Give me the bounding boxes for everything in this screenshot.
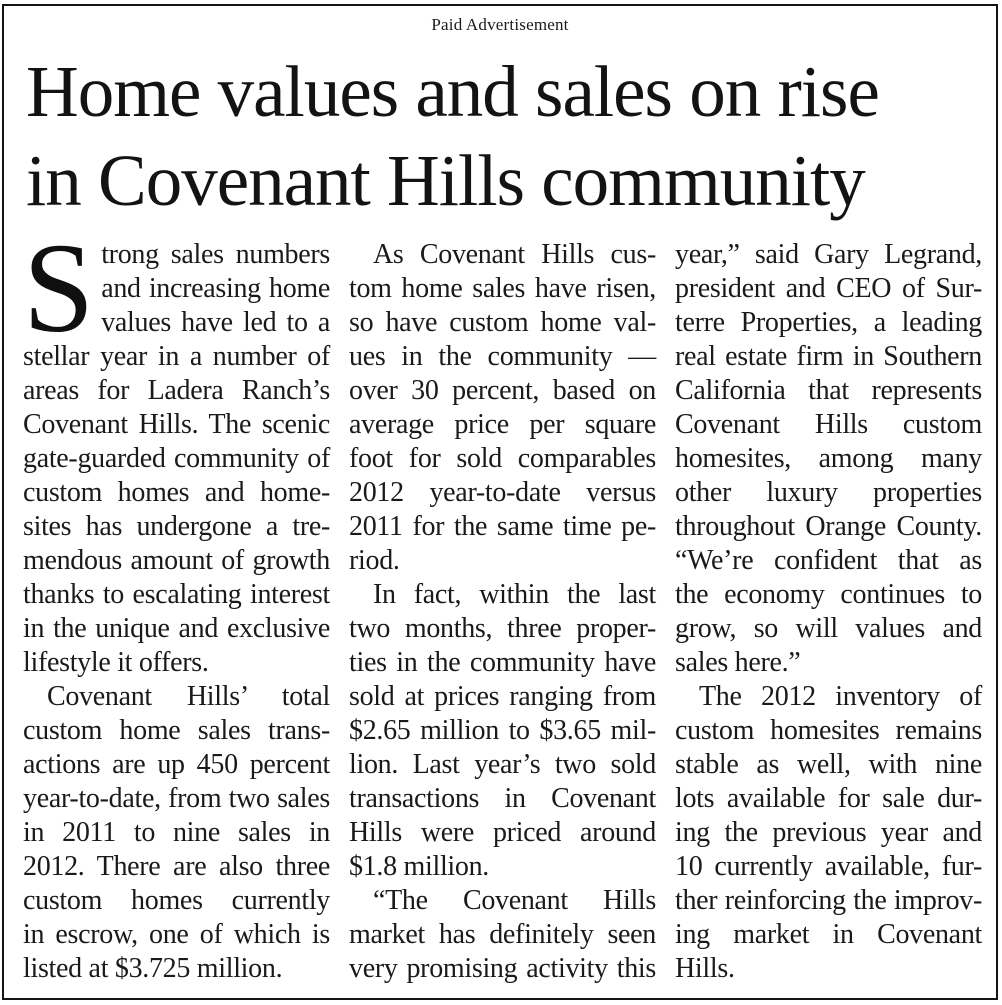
text-line: 10 currently available, fur-	[675, 851, 982, 882]
text-line: In fact, within the last	[373, 579, 656, 610]
text-line: custom homes currently	[23, 885, 330, 916]
text-line: “We’re confident that as	[675, 545, 982, 576]
text-line: Covenant Hills’ total	[47, 681, 330, 712]
text-line: values have led to a	[101, 307, 330, 338]
text-line: The 2012 inventory of	[699, 681, 982, 712]
text-line: 2012. There are also three	[23, 851, 330, 882]
text-line: $1.8 million.	[349, 851, 489, 882]
article-column-1	[23, 217, 330, 986]
text-line: throughout Orange County.	[675, 511, 982, 542]
text-line: year,” said Gary Legrand,	[675, 239, 982, 270]
text-line: custom home sales trans-	[23, 715, 330, 746]
text-line: trong sales numbers	[101, 239, 330, 270]
text-line: lifestyle it offers.	[23, 647, 209, 678]
text-line: over 30 percent, based on	[349, 375, 656, 406]
text-line: in 2011 to nine sales in	[23, 817, 330, 848]
text-line: so have custom home val-	[349, 307, 656, 338]
headline-line-2: in Covenant Hills community	[26, 140, 865, 221]
text-line: Hills.	[675, 953, 735, 984]
text-line: foot for sold comparables	[349, 443, 656, 474]
text-line: ing the previous year and	[675, 817, 982, 848]
text-line: terre Properties, a leading	[675, 307, 982, 338]
text-line: average price per square	[349, 409, 656, 440]
article-column-2	[349, 238, 656, 986]
text-line: president and CEO of Sur-	[675, 273, 982, 304]
text-line: other luxury properties	[675, 477, 982, 508]
text-line: Hills were priced around	[349, 817, 656, 848]
article-body	[4, 217, 996, 986]
text-line: California that represents	[675, 375, 982, 406]
page-border	[2, 4, 998, 1000]
article-column-3	[675, 238, 982, 986]
text-line: listed at $3.725 million.	[23, 953, 283, 984]
text-line: ing market in Covenant	[675, 919, 982, 950]
text-line: market has definitely seen	[349, 919, 656, 950]
text-line: mendous amount of growth	[23, 545, 330, 576]
text-line: lion. Last year’s two sold	[349, 749, 656, 780]
text-line: grow, so will values and	[675, 613, 982, 644]
text-line: year-to-date, from two sales	[23, 783, 330, 814]
text-line: $2.65 million to $3.65 mil-	[349, 715, 656, 746]
text-line: stable as well, with nine	[675, 749, 982, 780]
text-line: ther reinforcing the improv-	[675, 885, 982, 916]
drop-cap: S	[23, 217, 95, 359]
text-line: As Covenant Hills cus-	[373, 239, 656, 270]
text-line: ties in the community have	[349, 647, 656, 678]
text-line: homesites, among many	[675, 443, 982, 474]
headline	[26, 47, 980, 225]
text-line: riod.	[349, 545, 400, 576]
text-line: areas for Ladera Ranch’s	[23, 375, 330, 406]
text-line: thanks to escalating interest	[23, 579, 330, 610]
text-line: 2011 for the same time pe-	[349, 511, 656, 542]
headline-line-1: Home values and sales on rise	[26, 51, 879, 132]
text-line: and increasing home	[101, 273, 330, 304]
text-line: Covenant Hills. The scenic	[23, 409, 330, 440]
text-line: in the unique and exclusive	[23, 613, 330, 644]
text-line: very promising activity this	[349, 953, 656, 984]
text-line: in escrow, one of which is	[23, 919, 330, 950]
text-line: real estate firm in Southern	[675, 341, 982, 372]
text-line: custom homesites remains	[675, 715, 982, 746]
text-line: transactions in Covenant	[349, 783, 656, 814]
text-line: the economy continues to	[675, 579, 982, 610]
text-line: “The Covenant Hills	[373, 885, 656, 916]
text-line: sites has undergone a tre-	[23, 511, 330, 542]
text-line: tom home sales have risen,	[349, 273, 656, 304]
text-line: actions are up 450 percent	[23, 749, 330, 780]
text-line: gate-guarded community of	[23, 443, 330, 474]
text-line: ues in the community —	[349, 341, 656, 372]
paid-advertisement-label: Paid Advertisement	[431, 15, 569, 34]
text-line: stellar year in a number of	[23, 341, 330, 372]
text-line: 2012 year-to-date versus	[349, 477, 656, 508]
text-line: Covenant Hills custom	[675, 409, 982, 440]
text-line: sales here.”	[675, 647, 801, 678]
text-line: sold at prices ranging from	[349, 681, 656, 712]
text-line: custom homes and home-	[23, 477, 330, 508]
text-line: two months, three proper-	[349, 613, 656, 644]
text-line: lots available for sale dur-	[675, 783, 982, 814]
